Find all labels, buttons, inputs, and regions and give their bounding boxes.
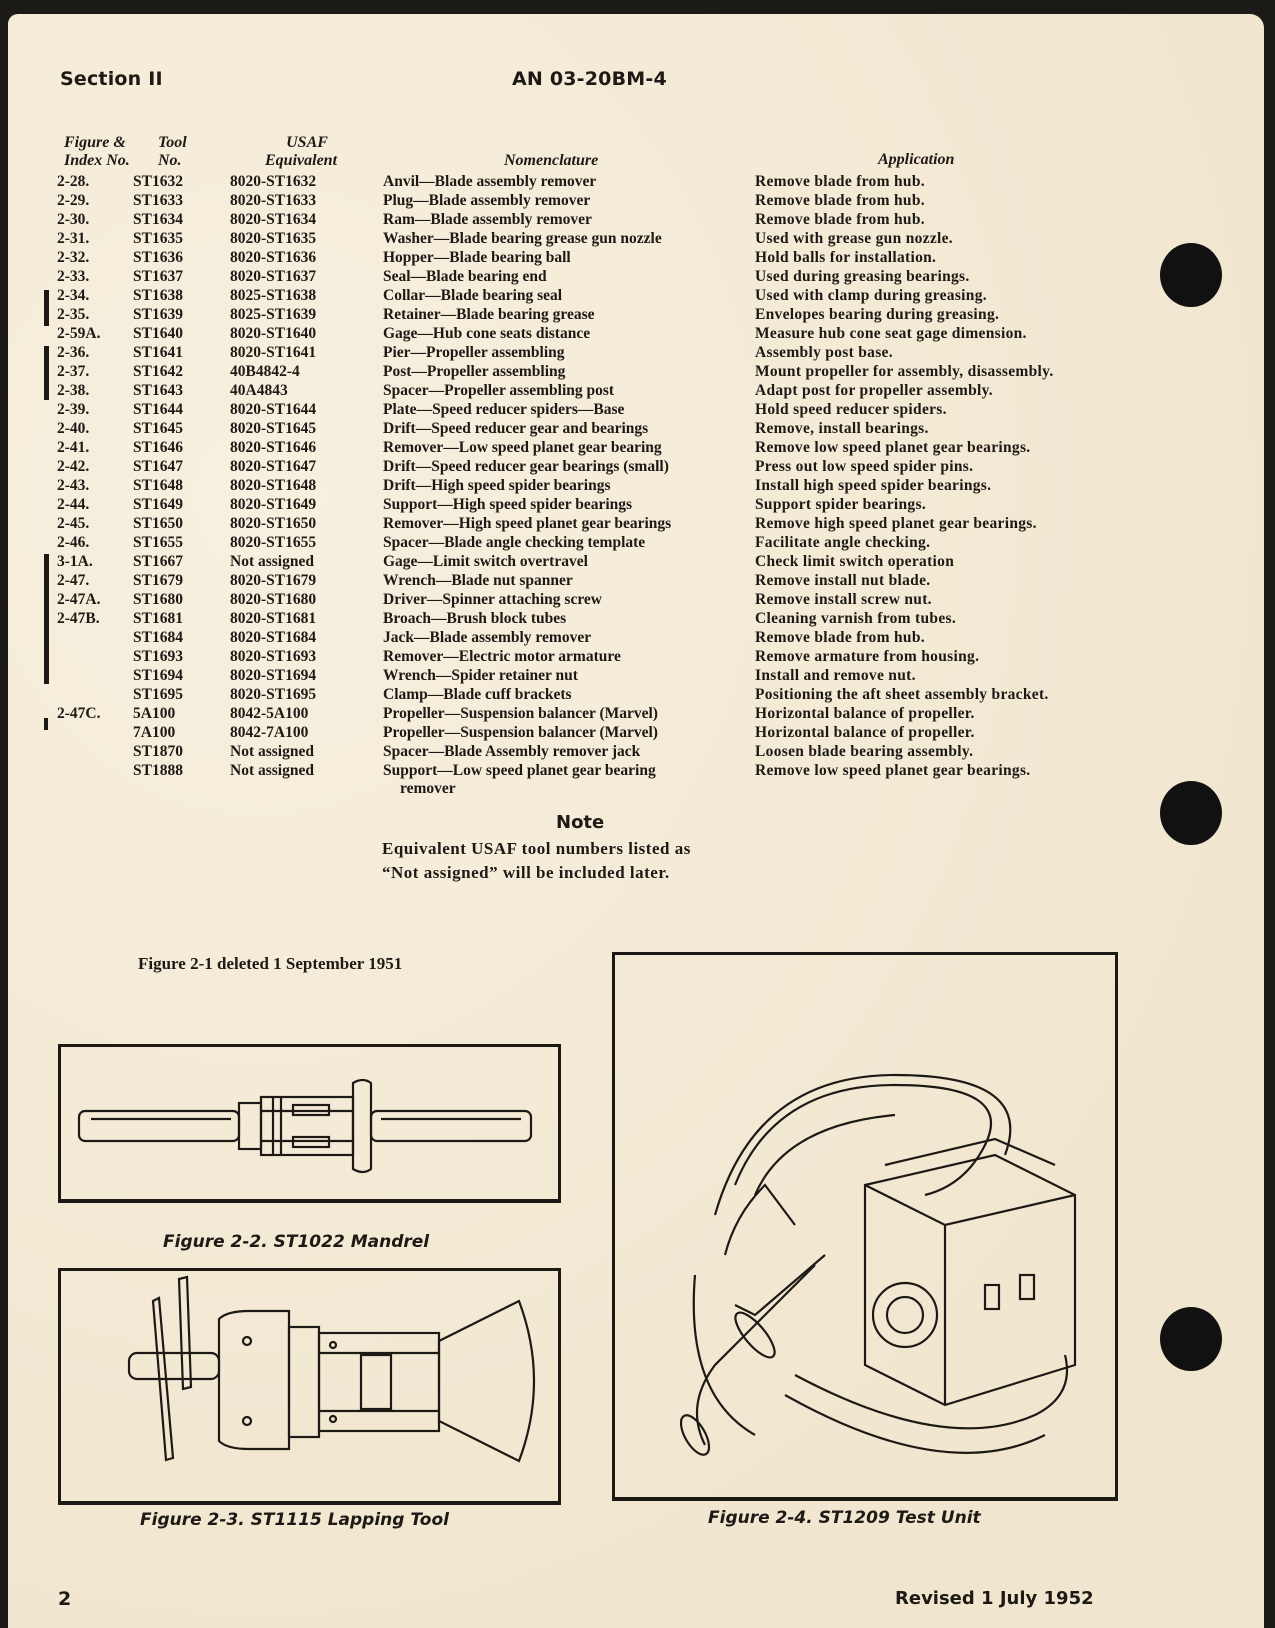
nomenclature-cell: Plug—Blade assembly remover (383, 192, 591, 209)
nomenclature-cell: Retainer—Blade bearing grease (383, 306, 595, 323)
note-title: Note (556, 812, 605, 833)
tool-number-cell: ST1647 (133, 458, 183, 475)
index-cell: 2-34. (57, 287, 90, 304)
index-cell: 2-43. (57, 477, 90, 494)
revision-date: Revised 1 July 1952 (895, 1588, 1094, 1609)
table-row (0, 476, 1275, 495)
usaf-equivalent-cell: 8020-ST1634 (230, 211, 317, 228)
usaf-equivalent-cell: 8020-ST1649 (230, 496, 317, 513)
tool-number-cell: ST1870 (133, 743, 183, 760)
application-cell: Remove blade from hub. (755, 173, 925, 190)
nomenclature-cell: Gage—Limit switch overtravel (383, 553, 588, 570)
index-cell: 2-30. (57, 211, 90, 228)
tool-number-cell: ST1635 (133, 230, 183, 247)
nomenclature-cell: Collar—Blade bearing seal (383, 287, 563, 304)
usaf-equivalent-cell: 8020-ST1648 (230, 477, 317, 494)
application-cell: Adapt post for propeller assembly. (755, 382, 993, 399)
nomenclature-cell: Gage—Hub cone seats distance (383, 325, 591, 342)
nomenclature-cell: Seal—Blade bearing end (383, 268, 547, 285)
usaf-equivalent-cell: 8020-ST1693 (230, 648, 317, 665)
nomenclature-cell: Propeller—Suspension balancer (Marvel) (383, 705, 658, 722)
nomenclature-cell: Drift—Speed reducer gear and bearings (383, 420, 649, 437)
application-cell: Hold balls for installation. (755, 249, 937, 266)
table-row (0, 267, 1275, 286)
tool-number-cell: ST1667 (133, 553, 183, 570)
tool-number-cell: ST1633 (133, 192, 183, 209)
tool-number-cell: ST1684 (133, 629, 183, 646)
usaf-equivalent-cell: 8020-ST1650 (230, 515, 317, 532)
table-row (0, 248, 1275, 267)
tool-number-cell: ST1888 (133, 762, 183, 779)
tool-number-cell: ST1679 (133, 572, 183, 589)
column-header-application: Application (878, 151, 955, 168)
application-cell: Used with clamp during greasing. (755, 287, 987, 304)
application-cell: Mount propeller for assembly, disassembly. (755, 363, 1054, 380)
nomenclature-cell: Spacer—Blade Assembly remover jack (383, 743, 641, 760)
nomenclature-cell: Broach—Brush block tubes (383, 610, 567, 627)
application-cell: Measure hub cone seat gage dimension. (755, 325, 1027, 342)
nomenclature-cell: Ram—Blade assembly remover (383, 211, 592, 228)
index-cell: 2-37. (57, 363, 90, 380)
table-row (0, 381, 1275, 400)
column-header-usaf: USAF Equivalent (265, 134, 338, 169)
usaf-equivalent-cell: Not assigned (230, 762, 314, 779)
index-cell: 2-46. (57, 534, 90, 551)
punch-hole-middle (1160, 781, 1222, 845)
tool-number-cell: ST1642 (133, 363, 183, 380)
table-row (0, 628, 1275, 647)
nomenclature-cell: Driver—Spinner attaching screw (383, 591, 602, 608)
usaf-equivalent-cell: 8020-ST1640 (230, 325, 317, 342)
table-row (0, 419, 1275, 438)
application-cell: Check limit switch operation (755, 553, 955, 570)
application-cell: Remove low speed planet gear bearings. (755, 762, 1031, 779)
note-text: Equivalent USAF tool numbers listed as “Not assigned” will be included later. (382, 839, 691, 882)
nomenclature-cell: Drift—High speed spider bearings (383, 477, 611, 494)
figure-deleted-notice: Figure 2-1 deleted 1 September 1951 (138, 954, 403, 973)
usaf-equivalent-cell: 40A4843 (230, 382, 288, 399)
table-row (0, 742, 1275, 761)
table-row (0, 571, 1275, 590)
tool-number-cell: ST1640 (133, 325, 183, 342)
tool-number-cell: 7A100 (133, 724, 176, 741)
application-cell: Facilitate angle checking. (755, 534, 931, 551)
tool-number-cell: ST1680 (133, 591, 183, 608)
index-cell: 2-47. (57, 572, 90, 589)
usaf-equivalent-cell: 8020-ST1647 (230, 458, 317, 475)
index-cell: 2-38. (57, 382, 90, 399)
index-cell: 2-40. (57, 420, 90, 437)
table-row (0, 666, 1275, 685)
nomenclature-cell: Jack—Blade assembly remover (383, 629, 592, 646)
tool-number-cell: ST1638 (133, 287, 183, 304)
application-cell: Hold speed reducer spiders. (755, 401, 947, 418)
index-cell: 3-1A. (57, 553, 93, 570)
index-cell: 2-47C. (57, 705, 101, 722)
table-row (0, 362, 1275, 381)
table-row (0, 552, 1275, 571)
nomenclature-cell: Support—Low speed planet gear bearing (383, 762, 656, 779)
tool-number-cell: ST1646 (133, 439, 183, 456)
application-cell: Used during greasing bearings. (755, 268, 970, 285)
index-cell: 2-44. (57, 496, 90, 513)
nomenclature-cell: Pier—Propeller assembling (383, 344, 565, 361)
table-row (0, 514, 1275, 533)
nomenclature-cell: Anvil—Blade assembly remover (383, 173, 597, 190)
usaf-equivalent-cell: 8020-ST1694 (230, 667, 317, 684)
usaf-equivalent-cell: 8020-ST1680 (230, 591, 317, 608)
figure-2-4-caption: Figure 2-4. ST1209 Test Unit (708, 1508, 981, 1528)
usaf-equivalent-cell: Not assigned (230, 553, 314, 570)
nomenclature-cell: Spacer—Propeller assembling post (383, 382, 615, 399)
application-cell: Used with grease gun nozzle. (755, 230, 953, 247)
index-cell: 2-39. (57, 401, 90, 418)
tool-table (0, 172, 1275, 780)
mandrel-illustration (61, 1047, 558, 1199)
table-row (0, 229, 1275, 248)
column-header-nomenclature: Nomenclature (504, 152, 599, 169)
table-row (0, 761, 1275, 780)
usaf-equivalent-cell: 8020-ST1632 (230, 173, 317, 190)
application-cell: Horizontal balance of propeller. (755, 724, 975, 741)
index-cell: 2-29. (57, 192, 90, 209)
table-row (0, 438, 1275, 457)
table-row (0, 286, 1275, 305)
application-cell: Install high speed spider bearings. (755, 477, 992, 494)
nomenclature-cell: Plate—Speed reducer spiders—Base (383, 401, 625, 418)
table-row (0, 704, 1275, 723)
nomenclature-cell: Remover—High speed planet gear bearings (383, 515, 672, 532)
nomenclature-cell: Spacer—Blade angle checking template (383, 534, 646, 551)
usaf-equivalent-cell: 8020-ST1695 (230, 686, 317, 703)
index-cell: 2-47A. (57, 591, 101, 608)
usaf-equivalent-cell: 8020-ST1679 (230, 572, 317, 589)
table-row (0, 685, 1275, 704)
table-row (0, 457, 1275, 476)
usaf-equivalent-cell: 8020-ST1641 (230, 344, 317, 361)
usaf-equivalent-cell: 8020-ST1684 (230, 629, 317, 646)
index-cell: 2-59A. (57, 325, 101, 342)
application-cell: Cleaning varnish from tubes. (755, 610, 957, 627)
usaf-equivalent-cell: 8020-ST1655 (230, 534, 317, 551)
usaf-equivalent-cell: 8020-ST1644 (230, 401, 317, 418)
section-label: Section II (60, 68, 163, 90)
nomenclature-cell: Post—Propeller assembling (383, 363, 566, 380)
lapping-tool-illustration (61, 1271, 558, 1501)
application-cell: Remove armature from housing. (755, 648, 980, 665)
tool-number-cell: 5A100 (133, 705, 176, 722)
tool-number-cell: ST1649 (133, 496, 183, 513)
nomenclature-cell: Remover—Low speed planet gear bearing (383, 439, 662, 456)
figure-2-4-box (612, 952, 1118, 1501)
nomenclature-cell: Clamp—Blade cuff brackets (383, 686, 572, 703)
tool-number-cell: ST1645 (133, 420, 183, 437)
tool-number-cell: ST1648 (133, 477, 183, 494)
page-number: 2 (58, 1588, 72, 1610)
table-row (0, 343, 1275, 362)
table-row (0, 305, 1275, 324)
index-cell: 2-47B. (57, 610, 100, 627)
document-number: AN 03-20BM-4 (512, 68, 667, 90)
figure-2-3-caption: Figure 2-3. ST1115 Lapping Tool (140, 1510, 449, 1530)
tool-number-cell: ST1693 (133, 648, 183, 665)
index-cell: 2-32. (57, 249, 90, 266)
usaf-equivalent-cell: 8025-ST1638 (230, 287, 317, 304)
index-cell: 2-33. (57, 268, 90, 285)
application-cell: Remove high speed planet gear bearings. (755, 515, 1037, 532)
tool-number-cell: ST1681 (133, 610, 183, 627)
tool-number-cell: ST1643 (133, 382, 183, 399)
table-row (0, 533, 1275, 552)
table-row (0, 400, 1275, 419)
usaf-equivalent-cell: 8020-ST1635 (230, 230, 317, 247)
application-cell: Remove install nut blade. (755, 572, 931, 589)
nomenclature-cell: Propeller—Suspension balancer (Marvel) (383, 724, 658, 741)
usaf-equivalent-cell: 8020-ST1645 (230, 420, 317, 437)
index-cell: 2-45. (57, 515, 90, 532)
table-row (0, 495, 1275, 514)
tool-number-cell: ST1644 (133, 401, 183, 418)
index-cell: 2-42. (57, 458, 90, 475)
application-cell: Assembly post base. (755, 344, 893, 361)
column-header-tool: Tool No. (158, 134, 187, 169)
index-cell: 2-36. (57, 344, 90, 361)
application-cell: Press out low speed spider pins. (755, 458, 974, 475)
usaf-equivalent-cell: 8020-ST1636 (230, 249, 317, 266)
application-cell: Remove, install bearings. (755, 420, 929, 437)
application-cell: Remove install screw nut. (755, 591, 932, 608)
table-row (0, 324, 1275, 343)
application-cell: Remove blade from hub. (755, 211, 925, 228)
index-cell: 2-28. (57, 173, 90, 190)
nomenclature-cell: Hopper—Blade bearing ball (383, 249, 571, 266)
table-row (0, 647, 1275, 666)
tool-number-cell: ST1634 (133, 211, 183, 228)
table-row (0, 191, 1275, 210)
usaf-equivalent-cell: 8020-ST1681 (230, 610, 317, 627)
usaf-equivalent-cell: 8025-ST1639 (230, 306, 317, 323)
usaf-equivalent-cell: 8020-ST1637 (230, 268, 317, 285)
usaf-equivalent-cell: 8042-5A100 (230, 705, 309, 722)
table-row (0, 590, 1275, 609)
nomenclature-cell: Washer—Blade bearing grease gun nozzle (383, 230, 662, 247)
nomenclature-cell: Remover—Electric motor armature (383, 648, 621, 665)
punch-hole-bottom (1160, 1307, 1222, 1371)
usaf-equivalent-cell: 40B4842-4 (230, 363, 300, 380)
usaf-equivalent-cell: 8020-ST1633 (230, 192, 317, 209)
tool-number-cell: ST1655 (133, 534, 183, 551)
index-cell: 2-35. (57, 306, 90, 323)
application-cell: Install and remove nut. (755, 667, 916, 684)
column-header-index: Figure & Index No. (64, 134, 130, 169)
usaf-equivalent-cell: Not assigned (230, 743, 314, 760)
table-row (0, 609, 1275, 628)
index-cell: 2-31. (57, 230, 90, 247)
test-unit-illustration (615, 955, 1115, 1497)
application-cell: Remove blade from hub. (755, 629, 925, 646)
nomenclature-cell: Support—High speed spider bearings (383, 496, 633, 513)
nomenclature-cell: Drift—Speed reducer gear bearings (small) (383, 458, 669, 475)
tool-number-cell: ST1637 (133, 268, 183, 285)
table-row (0, 723, 1275, 742)
tool-number-cell: ST1641 (133, 344, 183, 361)
application-cell: Envelopes bearing during greasing. (755, 306, 1000, 323)
row-continuation: remover (400, 780, 456, 797)
figure-2-3-box (58, 1268, 561, 1505)
tool-number-cell: ST1632 (133, 173, 183, 190)
tool-number-cell: ST1694 (133, 667, 183, 684)
table-row (0, 172, 1275, 191)
nomenclature-cell: Wrench—Spider retainer nut (383, 667, 578, 684)
application-cell: Remove blade from hub. (755, 192, 925, 209)
application-cell: Loosen blade bearing assembly. (755, 743, 974, 760)
application-cell: Horizontal balance of propeller. (755, 705, 975, 722)
application-cell: Support spider bearings. (755, 496, 926, 513)
tool-number-cell: ST1636 (133, 249, 183, 266)
application-cell: Positioning the aft sheet assembly bracket. (755, 686, 1049, 703)
nomenclature-cell: Wrench—Blade nut spanner (383, 572, 573, 589)
tool-number-cell: ST1639 (133, 306, 183, 323)
figure-2-2-box (58, 1044, 561, 1203)
usaf-equivalent-cell: 8042-7A100 (230, 724, 309, 741)
index-cell: 2-41. (57, 439, 90, 456)
figure-2-2-caption: Figure 2-2. ST1022 Mandrel (163, 1232, 430, 1252)
application-cell: Remove low speed planet gear bearings. (755, 439, 1031, 456)
tool-number-cell: ST1695 (133, 686, 183, 703)
usaf-equivalent-cell: 8020-ST1646 (230, 439, 317, 456)
tool-number-cell: ST1650 (133, 515, 183, 532)
table-row (0, 210, 1275, 229)
